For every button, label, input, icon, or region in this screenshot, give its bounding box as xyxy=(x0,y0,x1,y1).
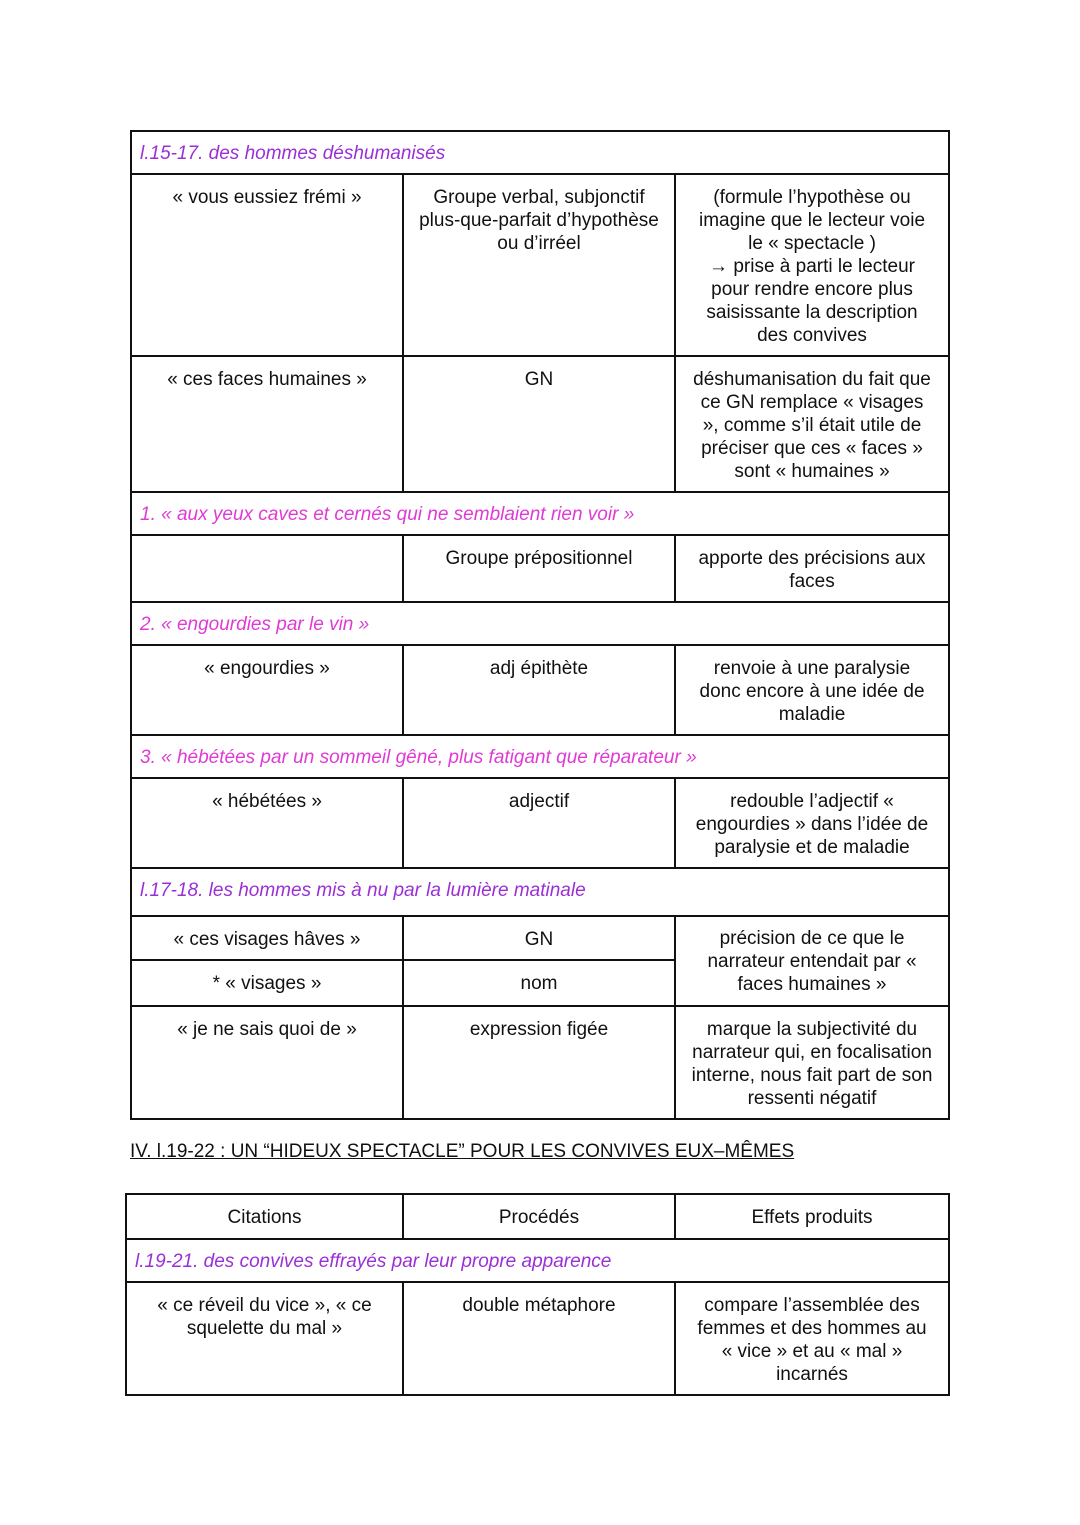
cell-line: « ce réveil du vice », « ce xyxy=(157,1295,372,1316)
analysis-table-1 xyxy=(130,130,950,1120)
cell-line: ce GN remplace « visages xyxy=(700,392,924,413)
citation-cell xyxy=(131,916,403,960)
cell-line: renvoie à une paralysie xyxy=(713,658,911,679)
table-row xyxy=(131,174,949,356)
effet-cell xyxy=(675,1282,949,1395)
cell-line: Groupe verbal, subjonctif xyxy=(433,187,645,208)
table-header-row xyxy=(126,1194,949,1239)
effet-cell xyxy=(675,778,949,868)
cell-line: expression figée xyxy=(469,1019,609,1040)
cell-line: donc encore à une idée de xyxy=(699,681,925,702)
section-row xyxy=(126,1239,949,1282)
section-row xyxy=(131,492,949,535)
cell-line: engourdies » dans l’idée de xyxy=(695,814,929,835)
cell-line: redouble l’adjectif « xyxy=(730,791,894,812)
cell-line: « vice » et au « mal » xyxy=(721,1341,903,1362)
cell-line: narrateur qui, en focalisation xyxy=(692,1042,932,1063)
cell-line: marque la subjectivité du xyxy=(706,1019,918,1040)
procede-cell xyxy=(403,1282,675,1395)
cell-line: → prise à parti le lecteur xyxy=(709,256,915,277)
cell-line: adjectif xyxy=(508,791,570,812)
citation-cell xyxy=(131,356,403,492)
citation-cell xyxy=(131,960,403,1006)
procede-cell xyxy=(403,778,675,868)
cell-line: GN xyxy=(524,929,554,950)
cell-line: « je ne sais quoi de » xyxy=(177,1019,357,1040)
effet-cell xyxy=(675,916,949,1006)
section-title: l.17-18. les hommes mis à nu par la lumière matinale xyxy=(131,868,949,916)
procede-cell xyxy=(403,174,675,356)
table-row xyxy=(131,356,949,492)
cell-line: préciser que ces « faces » xyxy=(701,438,923,459)
cell-line: déshumanisation du fait que xyxy=(693,369,931,390)
cell-line: », comme s’il était utile de xyxy=(702,415,922,436)
cell-line: plus-que-parfait d’hypothèse xyxy=(419,210,659,231)
cell-line: le « spectacle ) xyxy=(748,233,876,254)
table-row xyxy=(131,645,949,735)
effet-cell xyxy=(675,535,949,602)
effet-cell xyxy=(675,356,949,492)
cell-line: des convives xyxy=(757,325,867,346)
cell-line: « ces visages hâves » xyxy=(173,929,361,950)
table-row xyxy=(131,916,949,960)
cell-line: saisissante la description xyxy=(706,302,918,323)
column-header-effets: Effets produits xyxy=(675,1194,949,1239)
cell-line: pour rendre encore plus xyxy=(711,279,913,300)
cell-line: double métaphore xyxy=(462,1295,616,1316)
section-row xyxy=(131,735,949,778)
cell-line: interne, nous fait part de son xyxy=(691,1065,933,1086)
procede-cell xyxy=(403,535,675,602)
citation-cell xyxy=(126,1282,403,1395)
column-header-citations: Citations xyxy=(126,1194,403,1239)
effet-cell xyxy=(675,1006,949,1119)
cell-line: * « visages » xyxy=(212,973,322,994)
citation-cell xyxy=(131,174,403,356)
section-title: l.15-17. des hommes déshumanisés xyxy=(131,131,949,174)
table-row xyxy=(131,535,949,602)
citation-cell xyxy=(131,1006,403,1119)
cell-line: ou d’irréel xyxy=(497,233,581,254)
effet-cell xyxy=(675,174,949,356)
citation-cell xyxy=(131,778,403,868)
effet-cell xyxy=(675,645,949,735)
cell-line: faces humaines » xyxy=(737,973,887,995)
cell-line: apporte des précisions aux xyxy=(698,548,926,569)
section-row xyxy=(131,602,949,645)
cell-line: sont « humaines » xyxy=(734,461,890,482)
cell-line: « vous eussiez frémi » xyxy=(172,187,362,208)
cell-line: « hébétées » xyxy=(212,791,322,812)
table-row xyxy=(126,1282,949,1395)
cell-line: ressenti négatif xyxy=(747,1088,877,1109)
citation-cell xyxy=(131,535,403,602)
cell-line: « engourdies » xyxy=(204,658,330,679)
analysis-table-2 xyxy=(125,1193,950,1396)
procede-cell xyxy=(403,645,675,735)
section-heading: IV. l.19-22 : UN “HIDEUX SPECTACLE” POUR LES CONVIVES EUX–MÊMES xyxy=(130,1141,795,1162)
procede-cell xyxy=(403,356,675,492)
cell-line: GN xyxy=(524,369,554,390)
cell-line: narrateur entendait par « xyxy=(707,950,917,972)
cell-line: femmes et des hommes au xyxy=(697,1318,927,1339)
cell-line: maladie xyxy=(778,704,846,725)
section-row xyxy=(131,868,949,916)
cell-line: incarnés xyxy=(776,1364,848,1385)
procede-cell xyxy=(403,960,675,1006)
cell-line: « ces faces humaines » xyxy=(167,369,367,390)
column-header-procedes: Procédés xyxy=(403,1194,675,1239)
section-title: 1. « aux yeux caves et cernés qui ne semblaient rien voir » xyxy=(131,492,949,535)
cell-line: faces xyxy=(789,571,835,592)
cell-line: adj épithète xyxy=(489,658,589,679)
procede-cell xyxy=(403,1006,675,1119)
cell-line: (formule l’hypothèse ou xyxy=(713,187,911,208)
cell-line: paralysie et de maladie xyxy=(714,837,910,858)
cell-line: compare l’assemblée des xyxy=(704,1295,920,1316)
procede-cell xyxy=(403,916,675,960)
section-title: 2. « engourdies par le vin » xyxy=(131,602,949,645)
citation-cell xyxy=(131,645,403,735)
cell-line: squelette du mal » xyxy=(186,1318,343,1339)
cell-line: nom xyxy=(520,973,558,994)
table-row xyxy=(131,1006,949,1119)
section-row xyxy=(131,131,949,174)
cell-line: imagine que le lecteur voie xyxy=(698,210,926,231)
section-title: 3. « hébétées par un sommeil gêné, plus fatigant que réparateur » xyxy=(131,735,949,778)
section-title: l.19-21. des convives effrayés par leur propre apparence xyxy=(126,1239,949,1282)
table-row xyxy=(131,778,949,868)
cell-line: précision de ce que le xyxy=(719,927,905,949)
cell-line: Groupe prépositionnel xyxy=(445,548,633,569)
